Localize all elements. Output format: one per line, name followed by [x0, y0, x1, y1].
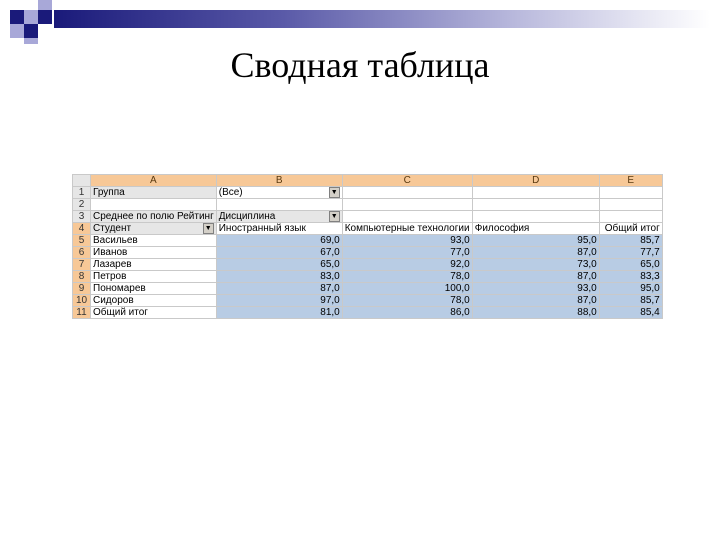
column-item[interactable]: Компьютерные технологии [342, 223, 472, 235]
row-header[interactable]: 6 [73, 247, 91, 259]
value-cell[interactable]: 83,3 [599, 271, 662, 283]
table-row [73, 307, 663, 319]
row-item[interactable]: Иванов [91, 247, 217, 259]
page-field-value[interactable] [216, 187, 342, 199]
page-field-label[interactable]: Группа [91, 187, 217, 199]
cell[interactable] [216, 199, 342, 211]
value-cell[interactable]: 77,0 [342, 247, 472, 259]
page-field-value-text: (Все) [218, 187, 243, 198]
deco-square [38, 10, 52, 24]
row-item[interactable]: Лазарев [91, 259, 217, 271]
select-all-corner[interactable] [73, 175, 91, 187]
cell[interactable] [472, 187, 599, 199]
column-header-e[interactable]: E [599, 175, 662, 187]
row-header[interactable]: 1 [73, 187, 91, 199]
row-header[interactable]: 3 [73, 211, 91, 223]
value-cell[interactable]: 85,4 [599, 307, 662, 319]
value-cell[interactable]: 83,0 [216, 271, 342, 283]
value-cell[interactable]: 95,0 [599, 283, 662, 295]
dropdown-arrow-icon[interactable]: ▼ [203, 223, 214, 234]
deco-square [10, 10, 24, 24]
row-item[interactable]: Сидоров [91, 295, 217, 307]
cell[interactable] [342, 187, 472, 199]
cell[interactable] [91, 199, 217, 211]
row-item[interactable]: Пономарев [91, 283, 217, 295]
dropdown-arrow-icon[interactable]: ▼ [329, 187, 340, 198]
value-cell[interactable]: 97,0 [216, 295, 342, 307]
row-header[interactable]: 9 [73, 283, 91, 295]
table-row [73, 223, 663, 235]
row-field[interactable] [91, 223, 217, 235]
value-cell[interactable]: 100,0 [342, 283, 472, 295]
row-header[interactable]: 10 [73, 295, 91, 307]
value-cell[interactable]: 93,0 [472, 283, 599, 295]
row-header[interactable]: 7 [73, 259, 91, 271]
column-header-b[interactable]: B [216, 175, 342, 187]
column-item[interactable]: Иностранный язык [216, 223, 342, 235]
value-cell[interactable]: 92,0 [342, 259, 472, 271]
pivot-table [72, 174, 663, 319]
cell[interactable] [342, 211, 472, 223]
table-row [73, 187, 663, 199]
value-cell[interactable]: 65,0 [216, 259, 342, 271]
column-header-a[interactable]: A [91, 175, 217, 187]
table-row [73, 235, 663, 247]
value-cell[interactable]: 85,7 [599, 295, 662, 307]
table-row [73, 295, 663, 307]
deco-square [24, 24, 38, 38]
column-field-text: Дисциплина [218, 211, 276, 222]
cell[interactable] [599, 211, 662, 223]
table-row [73, 283, 663, 295]
row-header[interactable]: 11 [73, 307, 91, 319]
value-cell[interactable]: 87,0 [472, 295, 599, 307]
value-cell[interactable]: 81,0 [216, 307, 342, 319]
cell[interactable] [599, 199, 662, 211]
row-field-text: Студент [93, 223, 132, 234]
cell[interactable] [342, 199, 472, 211]
row-item[interactable]: Васильев [91, 235, 217, 247]
value-cell[interactable]: 93,0 [342, 235, 472, 247]
cell[interactable] [472, 199, 599, 211]
row-header[interactable]: 2 [73, 199, 91, 211]
value-cell[interactable]: 69,0 [216, 235, 342, 247]
row-header[interactable]: 8 [73, 271, 91, 283]
table-row [73, 247, 663, 259]
value-cell[interactable]: 65,0 [599, 259, 662, 271]
table-row [73, 271, 663, 283]
value-cell[interactable]: 95,0 [472, 235, 599, 247]
value-cell[interactable]: 73,0 [472, 259, 599, 271]
dropdown-arrow-icon[interactable]: ▼ [329, 211, 340, 222]
column-header-row [73, 175, 663, 187]
value-cell[interactable]: 85,7 [599, 235, 662, 247]
value-cell[interactable]: 67,0 [216, 247, 342, 259]
value-cell[interactable]: 78,0 [342, 271, 472, 283]
cell[interactable] [472, 211, 599, 223]
value-cell[interactable]: 88,0 [472, 307, 599, 319]
value-cell[interactable]: 87,0 [216, 283, 342, 295]
column-item[interactable]: Философия [472, 223, 599, 235]
value-cell[interactable]: 86,0 [342, 307, 472, 319]
deco-square [10, 24, 24, 38]
table-row [73, 211, 663, 223]
slide-title: Сводная таблица [230, 45, 490, 85]
row-header[interactable]: 4 [73, 223, 91, 235]
table-row [73, 259, 663, 271]
value-cell[interactable]: 78,0 [342, 295, 472, 307]
column-header-c[interactable]: C [342, 175, 472, 187]
grand-total-row-label[interactable]: Общий итог [91, 307, 217, 319]
data-field-label[interactable]: Среднее по полю Рейтинг [91, 211, 217, 223]
value-cell[interactable]: 87,0 [472, 247, 599, 259]
cell[interactable] [599, 187, 662, 199]
grand-total-header[interactable]: Общий итог [599, 223, 662, 235]
column-header-d[interactable]: D [472, 175, 599, 187]
value-cell[interactable]: 77,7 [599, 247, 662, 259]
deco-square [38, 0, 52, 10]
column-field[interactable] [216, 211, 342, 223]
table-row [73, 199, 663, 211]
value-cell[interactable]: 87,0 [472, 271, 599, 283]
row-item[interactable]: Петров [91, 271, 217, 283]
row-header[interactable]: 5 [73, 235, 91, 247]
header-gradient-bar [54, 10, 710, 28]
deco-square [24, 10, 38, 24]
